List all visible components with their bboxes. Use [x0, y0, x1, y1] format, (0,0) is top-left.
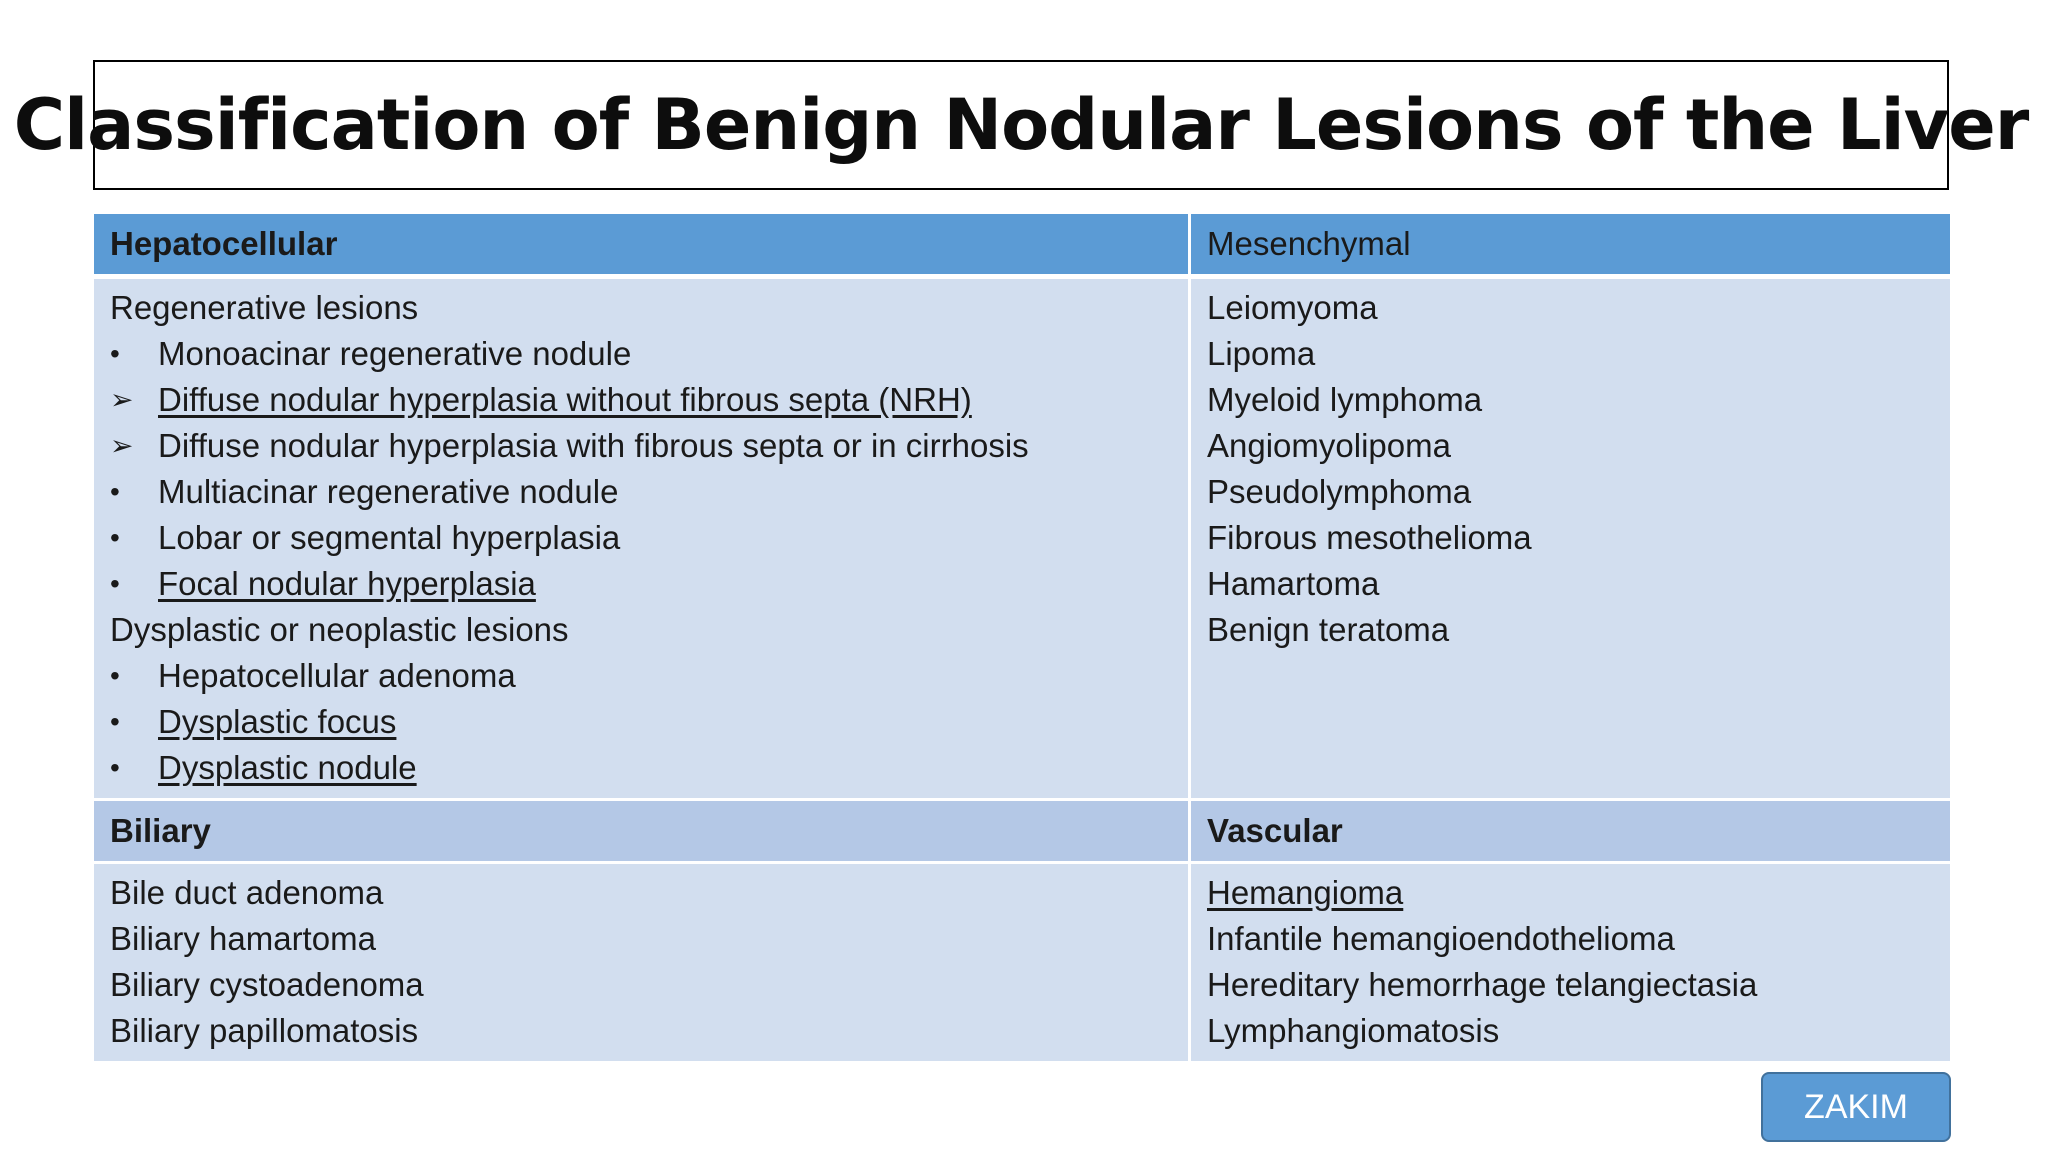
bullet-arrow-icon: ➢	[110, 384, 134, 415]
list-item: Bile duct adenoma	[110, 874, 384, 911]
vascular-header: Vascular	[1188, 801, 1950, 861]
bullet-dot-icon: •	[110, 660, 120, 691]
list-item-text: Hepatocellular adenoma	[158, 657, 516, 694]
mesenchymal-header: Mesenchymal	[1188, 214, 1950, 274]
list-item	[110, 423, 1188, 469]
mesenchymal-cell	[1188, 279, 1950, 798]
list-item-text: Monoacinar regenerative nodule	[158, 335, 632, 372]
list-item: Myeloid lymphoma	[1207, 381, 1483, 418]
bullet-dot-icon: •	[110, 338, 120, 369]
biliary-header: Biliary	[94, 801, 1188, 861]
table-body-row-1	[94, 274, 1950, 798]
classification-table	[94, 214, 1950, 1061]
list-item-text: Lobar or segmental hyperplasia	[158, 519, 621, 556]
list-item	[110, 561, 1188, 607]
regenerative-heading: Regenerative lesions	[110, 289, 419, 326]
page-title: Classification of Benign Nodular Lesions of the Liver	[13, 84, 2029, 166]
list-item	[110, 469, 1188, 515]
list-item	[110, 653, 1188, 699]
bullet-dot-icon: •	[110, 706, 120, 737]
list-item	[110, 331, 1188, 377]
list-item: Fibrous mesothelioma	[1207, 519, 1532, 556]
list-item	[110, 699, 1188, 745]
table-body-row-2	[94, 861, 1950, 1061]
list-item-link[interactable]: Diffuse nodular hyperplasia without fibrous septa (NRH)	[158, 381, 972, 418]
list-item	[110, 745, 1188, 791]
title-box	[13, 60, 2029, 190]
bullet-dot-icon: •	[110, 476, 120, 507]
list-item	[110, 377, 1188, 423]
table-header-row-2	[94, 798, 1950, 861]
list-item-link[interactable]: Dysplastic nodule	[158, 749, 417, 786]
list-item: Leiomyoma	[1207, 289, 1378, 326]
list-item: Biliary papillomatosis	[110, 1012, 419, 1049]
list-item-link[interactable]: Focal nodular hyperplasia	[158, 565, 536, 602]
list-item-text: Diffuse nodular hyperplasia with fibrous septa or in cirrhosis	[158, 427, 1029, 464]
list-item-link[interactable]: Hemangioma	[1207, 874, 1404, 911]
table-header-row-1	[94, 214, 1950, 274]
zakim-badge[interactable]: ZAKIM	[1761, 1072, 1951, 1142]
list-item-link[interactable]: Dysplastic focus	[158, 703, 397, 740]
hepatocellular-header: Hepatocellular	[94, 214, 1188, 274]
list-item: Angiomyolipoma	[1207, 427, 1451, 464]
list-item: Pseudolymphoma	[1207, 473, 1472, 510]
list-item: Hamartoma	[1207, 565, 1380, 602]
list-item-text: Multiacinar regenerative nodule	[158, 473, 619, 510]
biliary-cell	[94, 864, 1188, 1061]
list-item: Lipoma	[1207, 335, 1316, 372]
bullet-dot-icon: •	[110, 522, 120, 553]
list-item: Biliary hamartoma	[110, 920, 376, 957]
list-item: Biliary cystoadenoma	[110, 966, 424, 1003]
vascular-cell	[1188, 864, 1950, 1061]
list-item: Lymphangiomatosis	[1207, 1012, 1500, 1049]
bullet-dot-icon: •	[110, 752, 120, 783]
dysplastic-heading: Dysplastic or neoplastic lesions	[110, 611, 569, 648]
hepatocellular-cell	[94, 279, 1188, 798]
list-item	[110, 515, 1188, 561]
bullet-dot-icon: •	[110, 568, 120, 599]
list-item: Hereditary hemorrhage telangiectasia	[1207, 966, 1758, 1003]
list-item: Infantile hemangioendothelioma	[1207, 920, 1675, 957]
bullet-arrow-icon: ➢	[110, 430, 134, 461]
list-item	[1207, 870, 1950, 916]
list-item: Benign teratoma	[1207, 611, 1450, 648]
